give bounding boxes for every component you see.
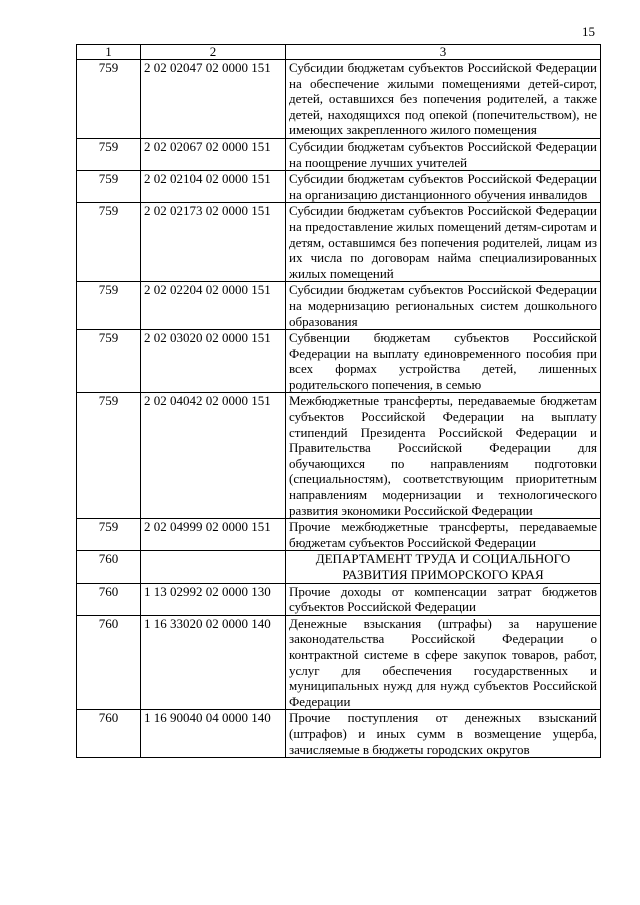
revenue-name-cell: Субсидии бюджетам субъектов Российской Федерации на организацию дистанционного обучения инвалидов xyxy=(286,171,601,203)
table-row xyxy=(77,282,601,330)
budget-code-cell: 2 02 04042 02 0000 151 xyxy=(141,393,286,519)
table-row xyxy=(77,171,601,203)
budget-code-cell xyxy=(141,551,286,583)
department-row xyxy=(77,551,601,583)
admin-code-cell: 759 xyxy=(77,171,141,203)
table-row xyxy=(77,615,601,710)
admin-code-cell: 760 xyxy=(77,583,141,615)
table-header-row xyxy=(77,45,601,60)
admin-code-cell: 760 xyxy=(77,615,141,710)
budget-code-cell: 1 16 33020 02 0000 140 xyxy=(141,615,286,710)
budget-code-cell: 2 02 02204 02 0000 151 xyxy=(141,282,286,330)
admin-code-cell: 759 xyxy=(77,330,141,393)
department-name-cell: ДЕПАРТАМЕНТ ТРУДА И СОЦИАЛЬНОГО РАЗВИТИЯ ПРИМОРСКОГО КРАЯ xyxy=(286,551,601,583)
admin-code-cell: 759 xyxy=(77,282,141,330)
budget-code-cell: 2 02 02067 02 0000 151 xyxy=(141,138,286,170)
revenue-name-cell: Субсидии бюджетам субъектов Российской Федерации на предоставление жилых помещений детям-сиротам и детям, оставшимся без попечения родителей, лицам из их числа по договорам найма специализированных жилых помещений xyxy=(286,203,601,282)
admin-code-cell: 760 xyxy=(77,710,141,758)
table-row xyxy=(77,583,601,615)
budget-code-cell: 1 13 02992 02 0000 130 xyxy=(141,583,286,615)
admin-code-cell: 759 xyxy=(77,60,141,139)
admin-code-cell: 760 xyxy=(77,551,141,583)
column-header-3: 3 xyxy=(286,45,601,60)
revenue-name-cell: Прочие доходы от компенсации затрат бюджетов субъектов Российской Федерации xyxy=(286,583,601,615)
budget-code-cell: 2 02 02173 02 0000 151 xyxy=(141,203,286,282)
budget-code-cell: 2 02 02104 02 0000 151 xyxy=(141,171,286,203)
column-header-2: 2 xyxy=(141,45,286,60)
revenue-name-cell: Денежные взыскания (штрафы) за нарушение законодательства Российской Федерации о контрактной системе в сфере закупок товаров, работ, услуг для обеспечения государственных и муниципальных нужд для нужд субъектов Российской Федерации xyxy=(286,615,601,710)
admin-code-cell: 759 xyxy=(77,519,141,551)
table-row xyxy=(77,710,601,758)
budget-code-cell: 2 02 04999 02 0000 151 xyxy=(141,519,286,551)
table-row xyxy=(77,138,601,170)
table-row xyxy=(77,203,601,282)
table-row xyxy=(77,393,601,519)
revenue-codes-table xyxy=(76,44,601,758)
budget-code-cell: 2 02 02047 02 0000 151 xyxy=(141,60,286,139)
column-header-1: 1 xyxy=(77,45,141,60)
table-row xyxy=(77,519,601,551)
revenue-name-cell: Субсидии бюджетам субъектов Российской Федерации на обеспечение жилыми помещениями детей-сирот, детей, оставшихся без попечения родителей, а также детей, находящихся под опекой (попечительством), не имеющих закрепленного жилого помещения xyxy=(286,60,601,139)
table-row xyxy=(77,330,601,393)
page-number: 15 xyxy=(582,24,595,39)
revenue-name-cell: Прочие межбюджетные трансферты, передаваемые бюджетам субъектов Российской Федерации xyxy=(286,519,601,551)
revenue-name-cell: Прочие поступления от денежных взысканий (штрафов) и иных сумм в возмещение ущерба, зачисляемые в бюджеты городских округов xyxy=(286,710,601,758)
revenue-name-cell: Субсидии бюджетам субъектов Российской Федерации на поощрение лучших учителей xyxy=(286,138,601,170)
revenue-name-cell: Субвенции бюджетам субъектов Российской Федерации на выплату единовременного пособия при всех формах устройства детей, лишенных родительского попечения, в семью xyxy=(286,330,601,393)
admin-code-cell: 759 xyxy=(77,138,141,170)
table-row xyxy=(77,60,601,139)
budget-code-cell: 1 16 90040 04 0000 140 xyxy=(141,710,286,758)
admin-code-cell: 759 xyxy=(77,393,141,519)
revenue-name-cell: Межбюджетные трансферты, передаваемые бюджетам субъектов Российской Федерации на выплату стипендий Президента Российской Федерации и Правительства Российской Федерации для обучающихся по направлениям подготовки (специальностям), соответствующим приоритетным направлениям модернизации и технологического развития экономики Российской Федерации xyxy=(286,393,601,519)
admin-code-cell: 759 xyxy=(77,203,141,282)
budget-code-cell: 2 02 03020 02 0000 151 xyxy=(141,330,286,393)
revenue-name-cell: Субсидии бюджетам субъектов Российской Федерации на модернизацию региональных систем дошкольного образования xyxy=(286,282,601,330)
